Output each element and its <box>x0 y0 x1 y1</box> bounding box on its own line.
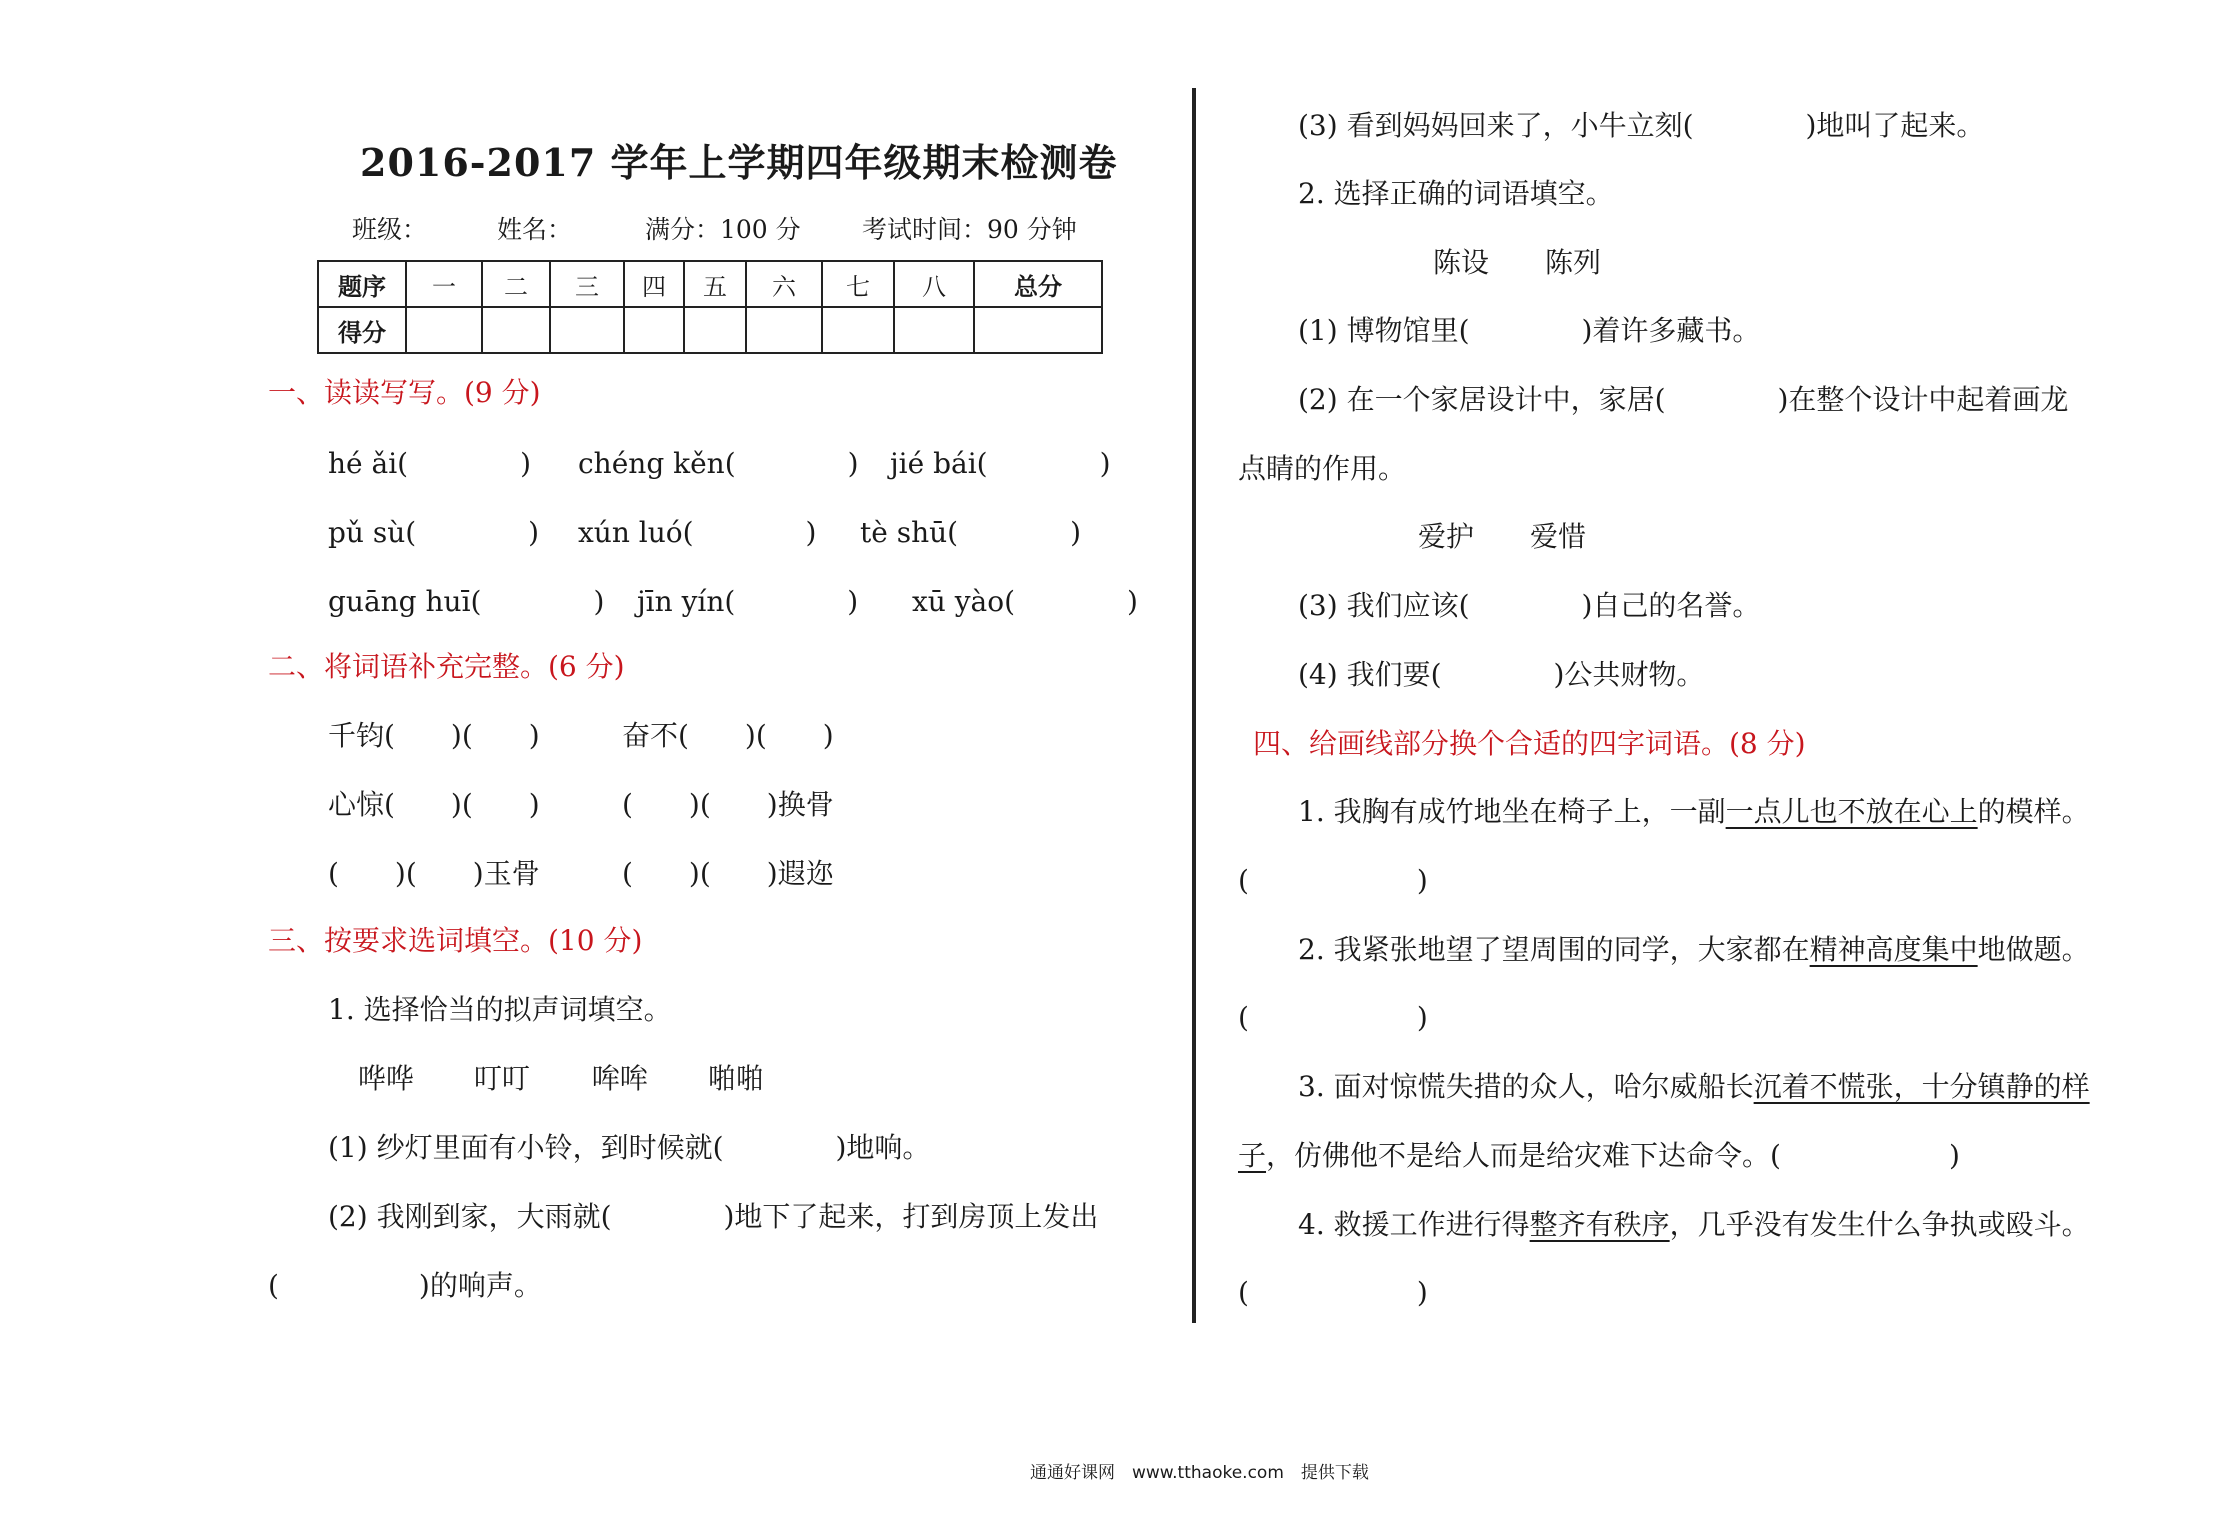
question-text <box>1238 1137 1960 1175</box>
pinyin-item: tè shū( ) <box>860 516 1082 549</box>
question-text <box>1298 793 2090 831</box>
score-table-header-row <box>318 261 1102 307</box>
word-option: 爱惜 <box>1530 520 1587 553</box>
pinyin-item: jié bái( ) <box>890 447 1111 480</box>
question-text: 2. 选择正确的词语填空。 <box>1298 177 1614 210</box>
section-3-title: 三、按要求选词填空。(10 分) <box>268 924 643 957</box>
score-cell[interactable] <box>624 307 684 353</box>
table-cell: 题序 <box>318 261 406 307</box>
table-cell: 三 <box>550 261 624 307</box>
word-option: 叮叮 <box>474 1062 531 1095</box>
pinyin-item: jīn yín( ) <box>637 585 859 618</box>
score-cell[interactable] <box>822 307 894 353</box>
underlined-phrase: 子 <box>1238 1139 1267 1172</box>
question-text-part: ，几乎没有发生什么争执或殴斗。 <box>1669 1208 2090 1241</box>
name-label: 姓名： <box>497 215 573 244</box>
table-cell: 五 <box>684 261 746 307</box>
score-cell[interactable] <box>746 307 822 353</box>
pinyin-item: guāng huī( ) <box>328 585 605 618</box>
question-text <box>1298 931 2090 969</box>
score-cell[interactable] <box>550 307 624 353</box>
question-text: (4) 我们要( )公共财物。 <box>1298 658 1705 691</box>
idiom-item: 心惊( )( ) <box>328 788 540 821</box>
section-2-title: 二、将词语补充完整。(6 分) <box>268 650 625 683</box>
question-text: ( )的响声。 <box>268 1269 542 1302</box>
underlined-phrase: 精神高度集中 <box>1809 933 1978 966</box>
question-text-part: 3. 面对惊慌失措的众人，哈尔威船长 <box>1298 1070 1754 1103</box>
word-option: 哞哞 <box>592 1062 649 1095</box>
score-table <box>317 260 1103 354</box>
idiom-item: ( )( )遐迩 <box>622 857 834 890</box>
page-title: 2016-2017 学年上学期四年级期末检测卷 <box>360 140 1118 185</box>
score-cell[interactable] <box>684 307 746 353</box>
underlined-phrase: 一点儿也不放在心上 <box>1725 795 1978 828</box>
word-option: 爱护 <box>1418 520 1475 553</box>
score-table-score-row <box>318 307 1102 353</box>
table-cell: 得分 <box>318 307 406 353</box>
answer-blank[interactable]: ( ) <box>1238 864 1428 897</box>
underlined-phrase: 整齐有秩序 <box>1529 1208 1670 1241</box>
question-text: (1) 纱灯里面有小铃，到时候就( )地响。 <box>328 1131 931 1164</box>
question-text <box>1298 1206 2090 1244</box>
table-cell: 总分 <box>974 261 1102 307</box>
pinyin-item: chéng kěn( ) <box>578 447 859 480</box>
table-cell: 六 <box>746 261 822 307</box>
question-text: 点睛的作用。 <box>1238 452 1407 485</box>
class-label: 班级： <box>352 215 428 244</box>
section-4-title: 四、给画线部分换个合适的四字词语。(8 分) <box>1253 727 1806 760</box>
score-cell[interactable] <box>974 307 1102 353</box>
footer-source: 通通好课网 www.tthaoke.com 提供下载 <box>1030 1463 1369 1483</box>
question-text-part: ，仿佛他不是给人而是给灾难下达命令。( ) <box>1266 1139 1960 1172</box>
full-score-label: 满分：100 分 <box>645 215 801 244</box>
idiom-item: 奋不( )( ) <box>622 719 834 752</box>
word-option: 陈设 <box>1433 246 1490 279</box>
idiom-item: ( )( )玉骨 <box>328 857 540 890</box>
word-option: 陈列 <box>1545 246 1602 279</box>
question-text: (2) 我刚到家，大雨就( )地下了起来，打到房顶上发出 <box>328 1200 1099 1233</box>
score-cell[interactable] <box>482 307 550 353</box>
question-text-part: 的模样。 <box>1977 795 2090 828</box>
column-divider <box>1192 88 1196 1323</box>
pinyin-item: xún luó( ) <box>578 516 817 549</box>
table-cell: 七 <box>822 261 894 307</box>
question-text-part: 1. 我胸有成竹地坐在椅子上，一副 <box>1298 795 1726 828</box>
idiom-item: ( )( )换骨 <box>622 788 834 821</box>
table-cell: 八 <box>894 261 974 307</box>
question-text: (1) 博物馆里( )着许多藏书。 <box>1298 314 1761 347</box>
pinyin-item: xū yào( ) <box>912 585 1138 618</box>
pinyin-item: pǔ sù( ) <box>328 516 540 549</box>
question-text: 1. 选择恰当的拟声词填空。 <box>328 993 672 1026</box>
table-cell: 二 <box>482 261 550 307</box>
pinyin-item: hé ǎi( ) <box>328 447 532 480</box>
word-option: 哗哗 <box>358 1062 415 1095</box>
table-cell: 四 <box>624 261 684 307</box>
question-text: (3) 看到妈妈回来了，小牛立刻( )地叫了起来。 <box>1298 109 1985 142</box>
score-cell[interactable] <box>894 307 974 353</box>
answer-blank[interactable]: ( ) <box>1238 1276 1428 1309</box>
question-text-part: 2. 我紧张地望了望周围的同学，大家都在 <box>1298 933 1810 966</box>
table-cell: 一 <box>406 261 482 307</box>
question-text: (3) 我们应该( )自己的名誉。 <box>1298 589 1761 622</box>
question-text-part: 4. 救援工作进行得 <box>1298 1208 1530 1241</box>
question-text-part: 地做题。 <box>1977 933 2090 966</box>
underlined-phrase: 沉着不慌张，十分镇静的样 <box>1753 1070 2090 1103</box>
idiom-item: 千钧( )( ) <box>328 719 540 752</box>
question-text <box>1298 1068 2090 1106</box>
score-cell[interactable] <box>406 307 482 353</box>
exam-time-label: 考试时间：90 分钟 <box>862 215 1077 244</box>
question-text: (2) 在一个家居设计中，家居( )在整个设计中起着画龙 <box>1298 383 2069 416</box>
word-option: 啪啪 <box>708 1062 765 1095</box>
section-1-title: 一、读读写写。(9 分) <box>268 376 541 409</box>
answer-blank[interactable]: ( ) <box>1238 1001 1428 1034</box>
